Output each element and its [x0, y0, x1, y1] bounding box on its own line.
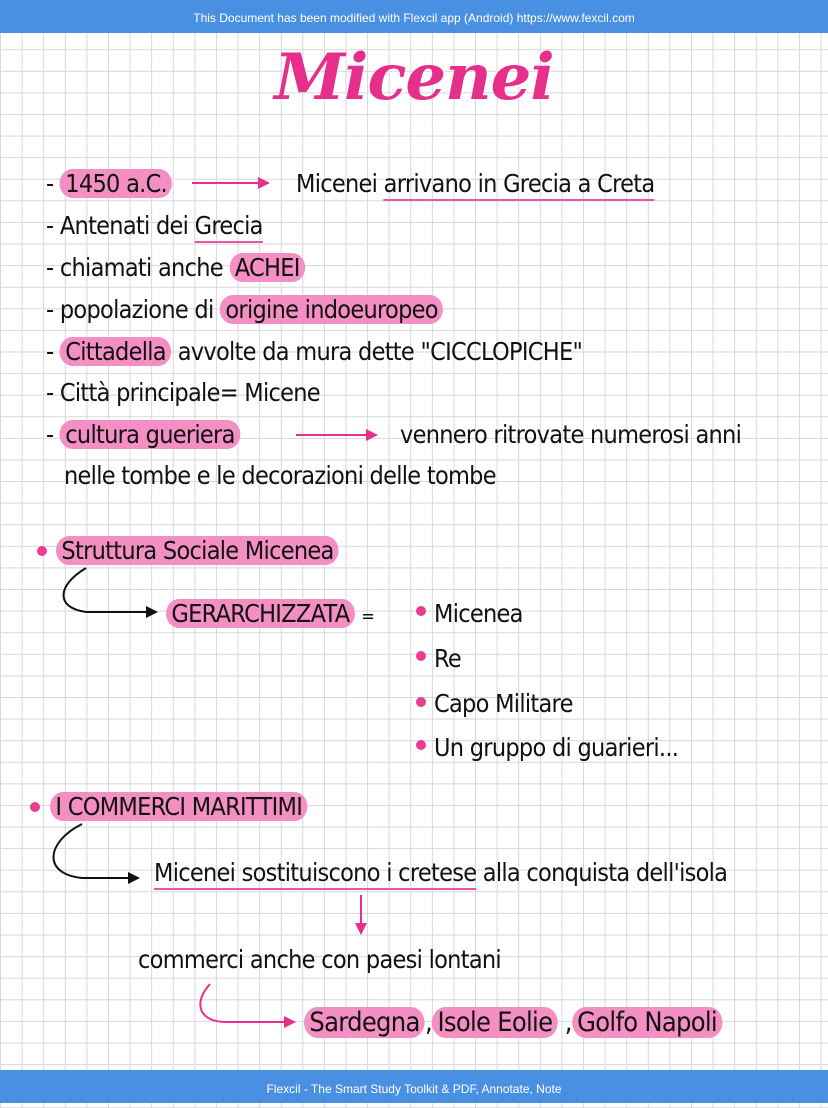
place-golfo-napoli: Golfo Napoli [572, 1007, 723, 1038]
trade-statement [154, 856, 727, 890]
section-heading-social [56, 534, 339, 568]
dash: - [46, 378, 54, 407]
bullet-icon [30, 802, 40, 812]
highlight: ACHEI [229, 253, 305, 282]
dash: - [46, 211, 54, 240]
list-item [46, 418, 240, 452]
place-sardegna: Sardegna [304, 1007, 425, 1038]
heading-text: Struttura Sociale Micenea [56, 536, 339, 565]
list-item [46, 167, 172, 201]
hierarchy-item: Re [434, 644, 462, 673]
trade-consequence: commerci anche con paesi lontani [138, 945, 501, 974]
underlined-text: Micenei sostituiscono i cretese [154, 858, 476, 890]
highlight: origine indoeuropeo [220, 295, 443, 324]
separator: , [425, 1007, 433, 1038]
list-item [46, 335, 582, 369]
list-item [46, 376, 320, 410]
highlight: cultura gueriera [60, 420, 240, 449]
place-isole-eolie: Isole Eolie [432, 1007, 558, 1038]
section-heading-trade [50, 790, 308, 824]
text: avvolte da mura dette "CICCLOPICHE" [171, 337, 583, 366]
flexcil-header-banner: This Document has been modified with Flexcil app (Android) https://www.fexcil.com [0, 0, 828, 33]
bullet-icon [416, 697, 426, 707]
list-item-text [296, 167, 654, 201]
pink-down-arrow-icon [354, 895, 368, 937]
dash: - [46, 253, 54, 282]
text: popolazione di [59, 295, 220, 324]
separator: , [564, 1007, 572, 1038]
list-item [46, 293, 443, 327]
bullet-icon [416, 651, 426, 661]
trade-destinations [304, 1006, 722, 1040]
heading-text: I COMMERCI MARITTIMI [50, 792, 308, 821]
bullet-icon [416, 606, 426, 616]
curved-black-arrow-icon [46, 822, 150, 884]
bullet-icon [37, 546, 47, 556]
hierarchy-item: Capo Militare [434, 689, 573, 718]
text: Città principale= Micene [59, 378, 320, 407]
result-text: GERARCHIZZATA [166, 599, 355, 628]
underlined-text: arrivano in Grecia a Creta [384, 169, 655, 201]
dash: - [46, 169, 54, 198]
text: chiamati anche [59, 253, 230, 282]
page-title: Micenei [274, 40, 554, 115]
underlined-text: Grecia [195, 211, 263, 243]
equals-sign: = [361, 606, 375, 627]
list-item-continuation: nelle tombe e le decorazioni delle tombe [64, 461, 496, 490]
curved-pink-arrow-icon [196, 982, 306, 1032]
list-item [46, 251, 305, 285]
hierarchy-result [166, 597, 374, 634]
flexcil-footer-banner: Flexcil - The Smart Study Toolkit & PDF, Annotate, Note [0, 1070, 828, 1103]
bullet-icon [416, 740, 426, 750]
curved-black-arrow-icon [56, 566, 166, 622]
dash: - [46, 420, 54, 449]
pink-right-arrow-icon [296, 428, 382, 442]
highlight: Cittadella [60, 337, 171, 366]
text: Antenati dei [59, 211, 195, 240]
text: alla conquista dell'isola [476, 858, 728, 887]
text: Micenei [296, 169, 384, 198]
highlight-date: 1450 a.C. [60, 169, 173, 198]
hierarchy-item: Micenea [434, 599, 523, 628]
pink-right-arrow-icon [192, 176, 272, 190]
list-item [46, 209, 263, 243]
dash: - [46, 337, 54, 366]
dash: - [46, 295, 54, 324]
list-item-text: vennero ritrovate numerosi anni [400, 420, 742, 449]
hierarchy-item: Un gruppo di guarieri... [434, 733, 679, 762]
